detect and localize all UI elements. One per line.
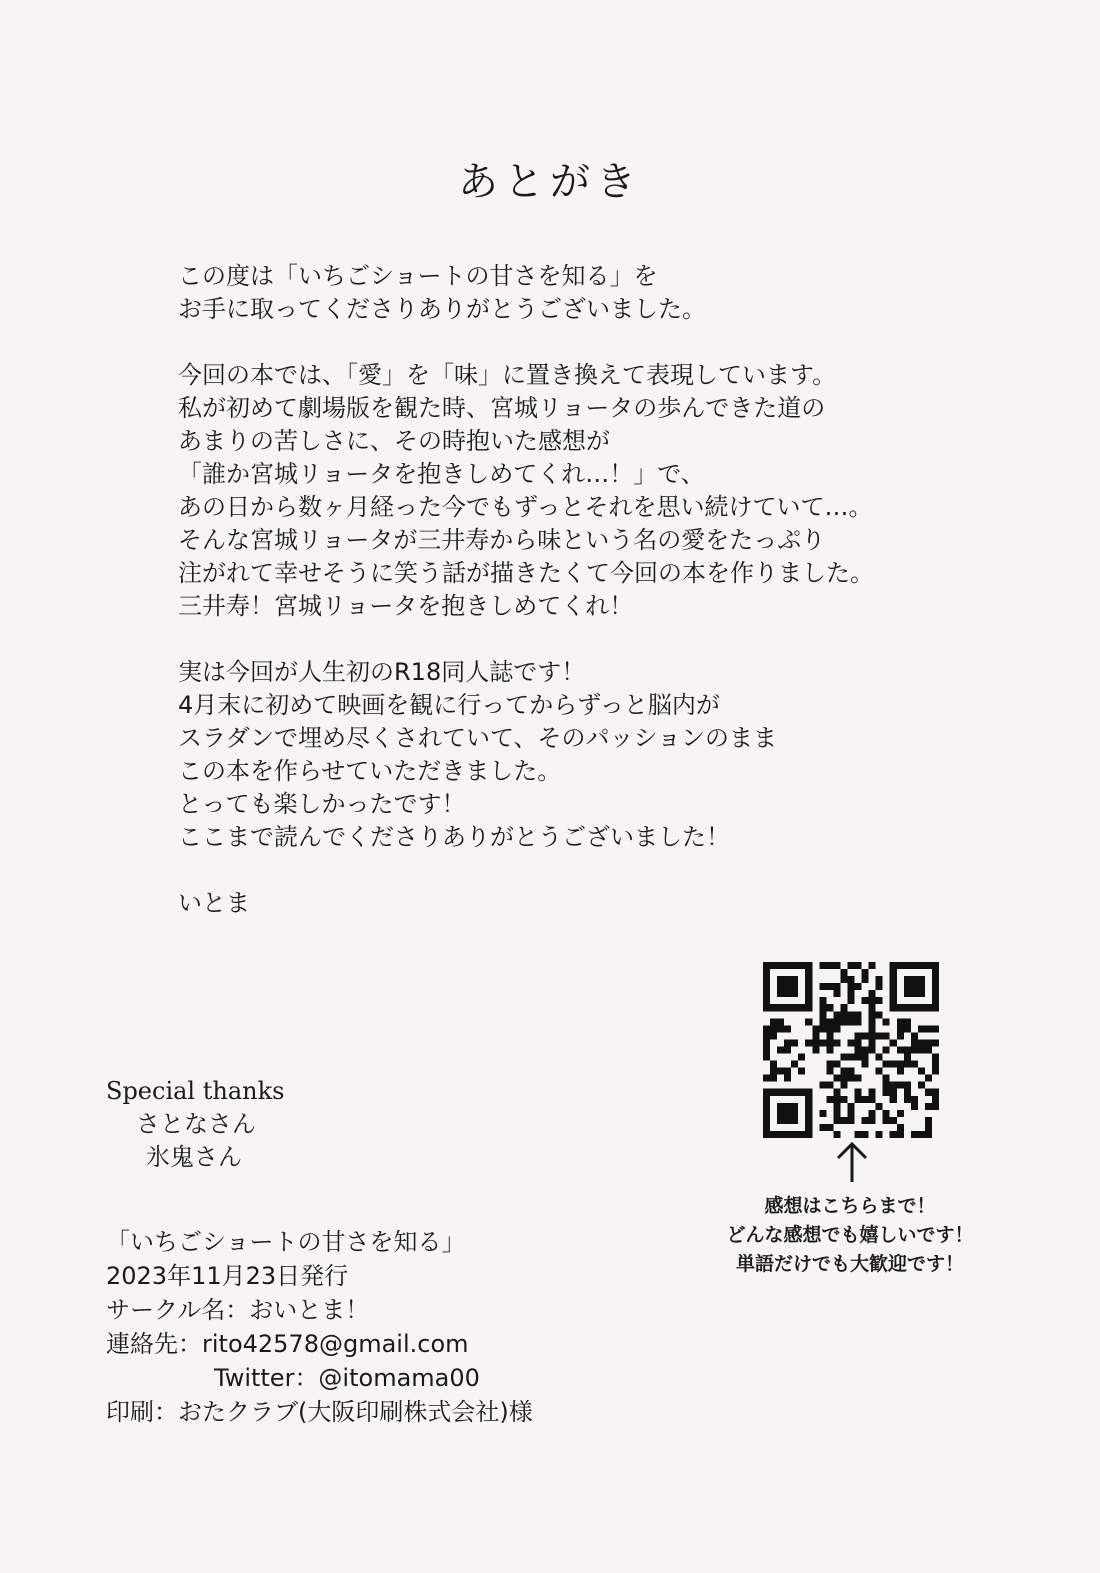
text-line: 注がれて幸せそうに笑う話が描きたくて今回の本を作りました。 xyxy=(178,559,874,587)
text-line: ここまで読んでくださりありがとうございました！ xyxy=(178,823,730,851)
colophon-circle: サークル名：おいとま！ xyxy=(106,1296,370,1324)
colophon-date: 2023年11月23日発行 xyxy=(106,1262,349,1290)
thanks-name: さとなさん xyxy=(136,1110,256,1138)
text-line: この度は「いちごショートの甘さを知る」を xyxy=(178,262,658,290)
text-line: 「誰か宮城リョータを抱きしめてくれ…！」で、 xyxy=(178,460,705,488)
thanks-name: 氷鬼さん xyxy=(146,1143,242,1171)
paragraph-thanks xyxy=(178,260,978,326)
text-line: 私が初めて劇場版を観た時、宮城リョータの歩んできた道の xyxy=(178,394,826,422)
colophon-book-title: 「いちごショートの甘さを知る」 xyxy=(106,1228,466,1256)
special-thanks xyxy=(106,1075,284,1174)
qr-code-icon[interactable] xyxy=(763,962,939,1138)
text-line: 4月末に初めて映画を観に行ってからずっと脳内が xyxy=(178,691,720,719)
paragraph-first-book xyxy=(178,656,978,854)
text-line: 実は今回が人生初のR18同人誌です！ xyxy=(178,658,586,686)
qr-caption-line: 単語だけでも大歓迎です！ xyxy=(735,1253,964,1275)
colophon-printer: 印刷：おたクラブ(大阪印刷株式会社)様 xyxy=(106,1398,533,1426)
colophon-contact: 連絡先：rito42578@gmail.com xyxy=(106,1330,469,1358)
page-title: あとがき xyxy=(458,159,642,205)
text-line: お手に取ってくださりありがとうございました。 xyxy=(178,295,706,323)
colophon xyxy=(106,1225,533,1429)
text-line: そんな宮城リョータが三井寿から味という名の愛をたっぷり xyxy=(178,526,826,554)
text-line: スラダンで埋め尽くされていて、そのパッションのまま xyxy=(178,724,778,752)
text-line: この本を作らせていただきました。 xyxy=(178,757,562,785)
arrow-up-icon xyxy=(834,1140,870,1184)
author-signature xyxy=(178,887,978,920)
colophon-twitter: Twitter：@itomama00 xyxy=(214,1364,480,1392)
text-line: あまりの苦しさに、その時抱いた感想が xyxy=(178,427,610,455)
paragraph-theme xyxy=(178,359,978,623)
text-line: とっても楽しかったです！ xyxy=(178,790,466,818)
text-line: あの日から数ヶ月経った今でもずっとそれを思い続けていて…。 xyxy=(178,493,873,521)
signature-text: いとま xyxy=(178,889,250,917)
qr-code-graphic xyxy=(763,962,939,1138)
text-line: 今回の本では、「愛」を「味」に置き換えて表現しています。 xyxy=(178,361,837,389)
text-line: 三井寿！宮城リョータを抱きしめてくれ！ xyxy=(178,592,634,620)
afterword-body xyxy=(178,260,978,953)
special-thanks-heading: Special thanks xyxy=(106,1077,285,1105)
qr-caption-line: どんな感想でも嬉しいです！ xyxy=(726,1224,974,1246)
qr-caption-line: 感想はこちらまで！ xyxy=(764,1195,936,1217)
qr-caption xyxy=(690,1192,1010,1279)
